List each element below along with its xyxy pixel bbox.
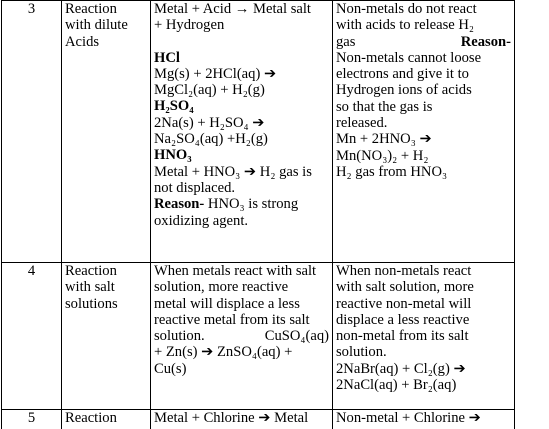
comparison-table [1,0,515,429]
table-row [2,263,515,410]
topic-cell: Reaction [62,410,151,429]
nonmetals-cell: Non-metal + Chlorine ➔ [333,410,515,429]
metals-cell: When metals react with salt solution, more reactive metal will displace a less reactive metal from its salt solution. CuSO₄(aq) + Zn(s) ➔ ZnSO₄(aq) + Cu(s) [151,263,333,410]
row-number: 3 [2,1,62,263]
reason-label: Reason- [460,33,511,50]
hno3-heading: HNO₃ [154,147,192,164]
topic-cell: Reaction with dilute Acids [62,1,151,263]
nonmetals-cell: Non-metals do not react with acids to release H₂ gas Reason- Non-metals cannot loose electrons and give it to Hydrogen ions of acids so that the gas is released. Mn + 2HNO₃ ➔ Mn(NO₃)₂ + H₂ H₂ gas from HNO₃ [333,1,515,263]
metals-cell: Metal + Acid → Metal salt + Hydrogen HCl Mg(s) + 2HCl(aq) ➔ MgCl₂(aq) + H₂(g) H₂SO₄ 2Na(s) + H₂SO₄ ➔ Na₂SO₄(aq) +H₂(g) HNO₃ Metal + HNO₃ ➔ H₂ gas is not displaced. Reason- HNO₃ is strong oxidizing agent. [151,1,333,263]
row-number: 4 [2,263,62,410]
metals-cell: Metal + Chlorine ➔ Metal [151,410,333,429]
table-row [2,1,515,263]
hcl-heading: HCl [154,49,180,66]
table-row [2,410,515,429]
row-number: 5 [2,410,62,429]
nonmetals-cell: When non-metals react with salt solution, more reactive non-metal will displace a less reactive non-metal from its salt solution. 2NaBr(aq) + Cl₂(g) ➔ 2NaCl(aq) + Br₂(aq) [333,263,515,410]
topic-cell: Reaction with salt solutions [62,263,151,410]
h2so4-heading: H₂SO₄ [154,98,194,115]
reason-label: Reason- [154,196,205,213]
